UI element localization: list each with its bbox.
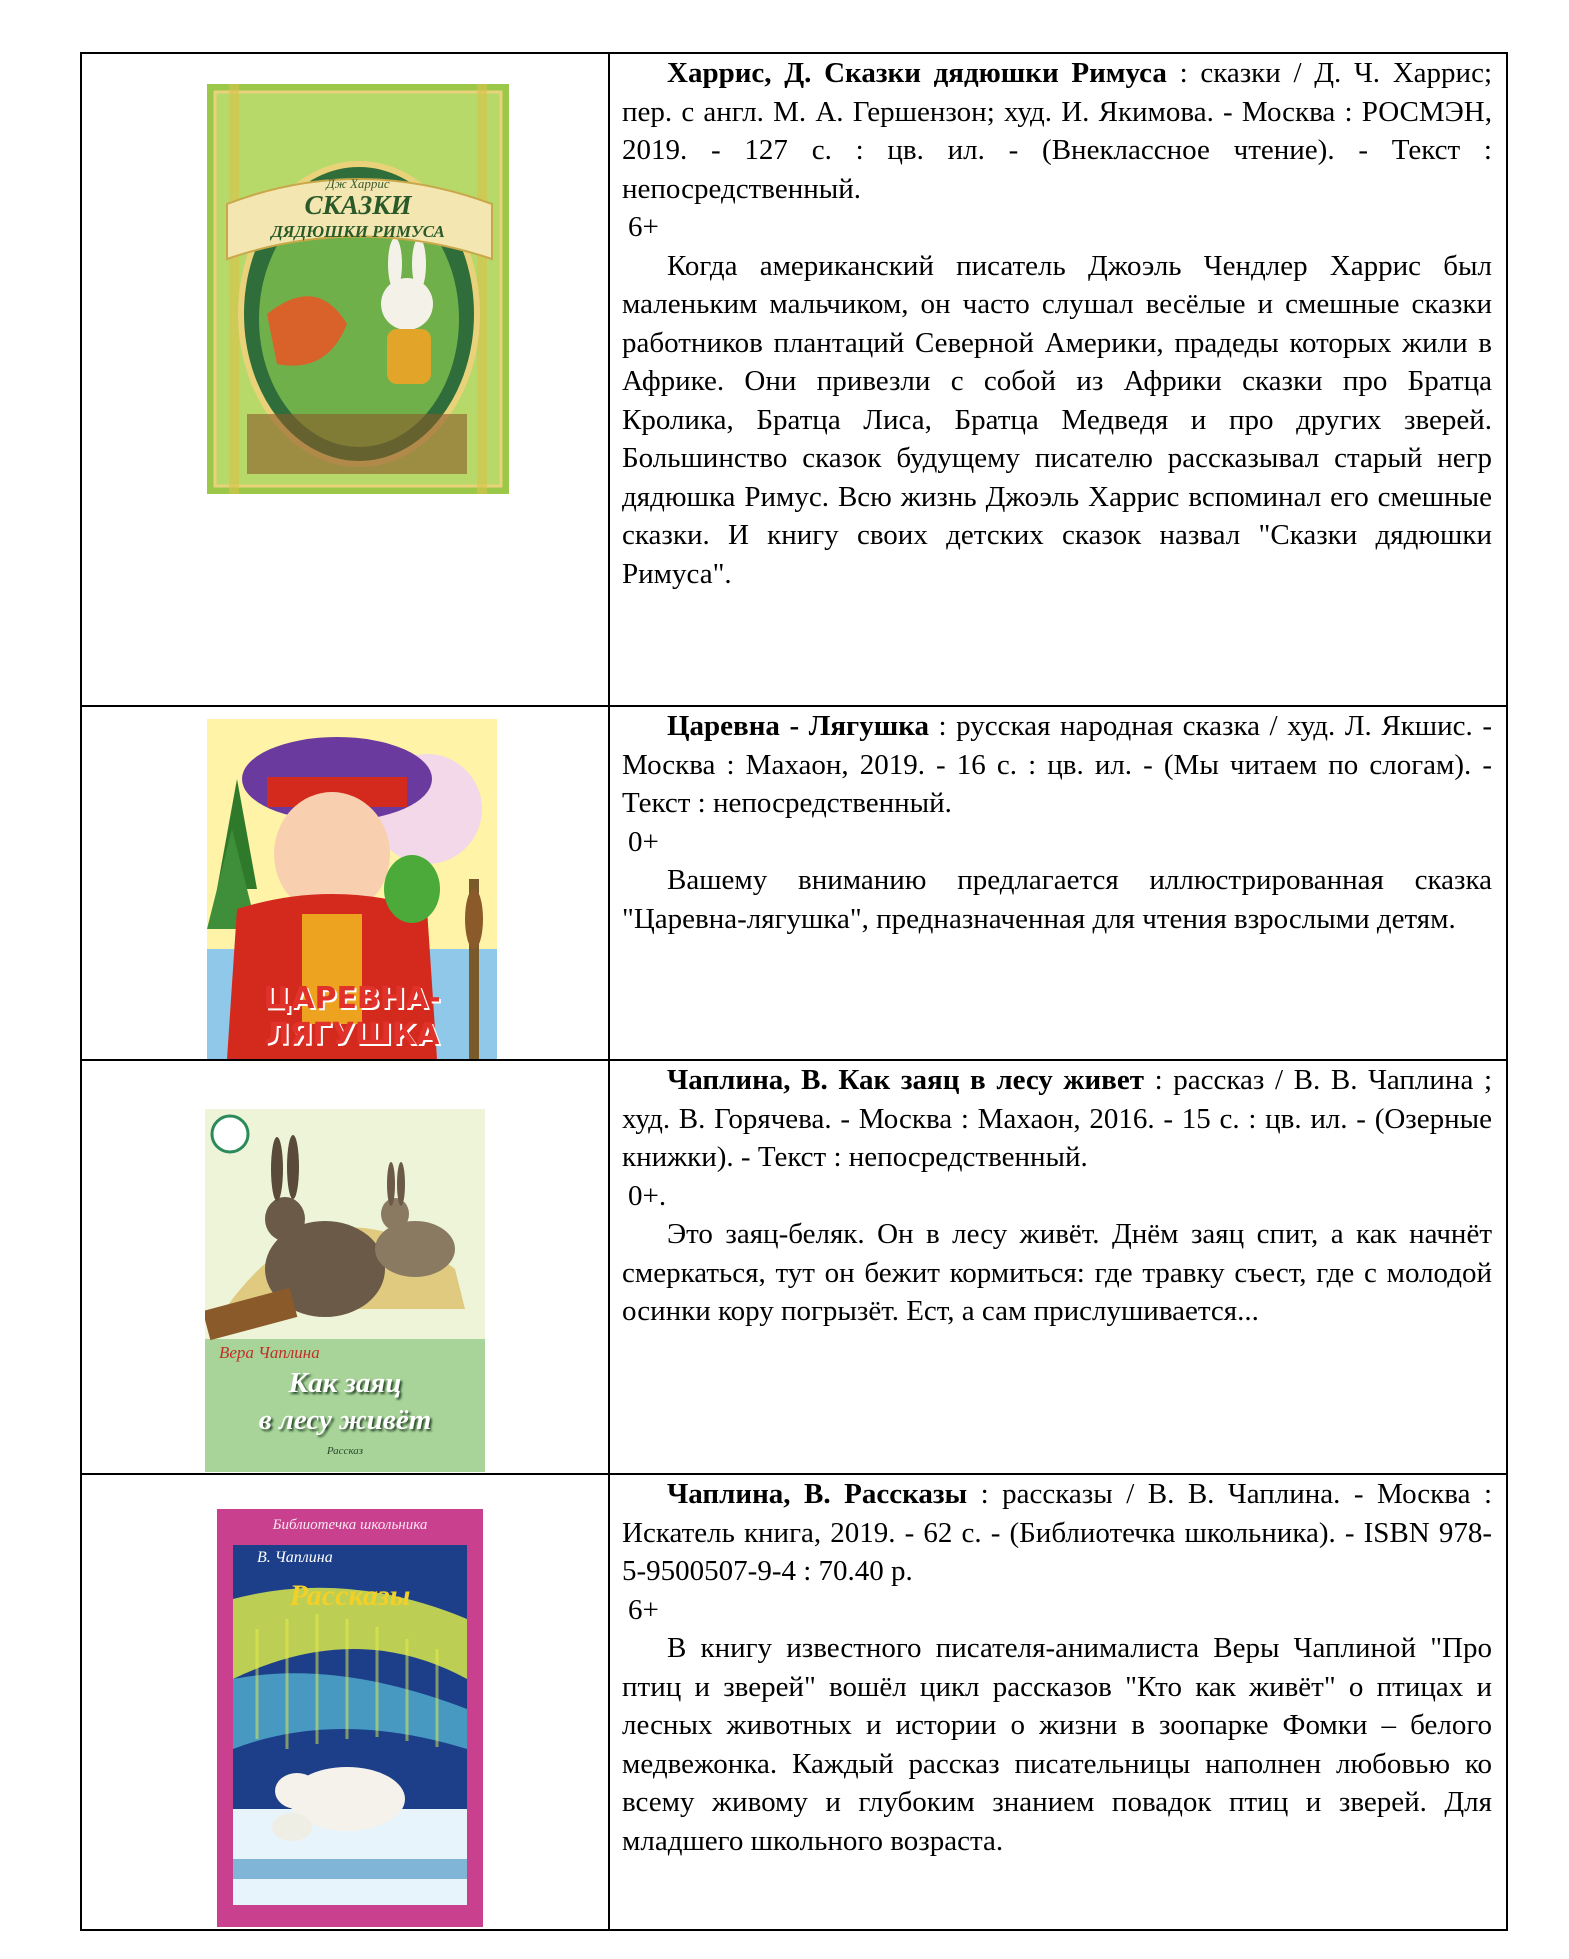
book-description: : сказки / Д. Ч. Харрис; пер. с англ. М. А. Гершензон; худ. И. Якимова. - Москва : РОСМЭН, 2019. - 127 с. : цв. ил. - (Внеклассное чтение). - Текст : непосредственный. (622, 57, 1492, 205)
cover-subtitle: Рассказ (326, 1445, 364, 1457)
cover-title: ДЯДЮШКИ РИМУСА (271, 222, 445, 241)
book-cover-image (207, 719, 497, 1059)
age-rating: 6+ (628, 1593, 659, 1626)
age-rating: 0+ (628, 825, 659, 858)
cover-title: СКАЗКИ (304, 190, 412, 220)
table-row (81, 706, 1507, 1060)
cover-series: Библиотечка школьника (272, 1517, 428, 1533)
cover-cell (81, 706, 609, 1060)
book-title: Чаплина, В. Рассказы (667, 1478, 968, 1510)
book-title: Харрис, Д. Сказки дядюшки Римуса (667, 57, 1167, 89)
cover-cell (81, 53, 609, 706)
age-rating: 0+. (628, 1179, 667, 1212)
description-cell (609, 1474, 1507, 1930)
book-cover-image (207, 84, 509, 494)
book-description: : рассказ / В. В. Чаплина ; худ. В. Горячева. - Москва : Махаон, 2016. - 15 с. : цв. ил. - (Озерные книжки). - Текст : непосредственный. (622, 1064, 1492, 1173)
bibliography-table (80, 52, 1508, 1931)
description-cell (609, 706, 1507, 1060)
cover-cell (81, 1474, 609, 1930)
table-row (81, 1060, 1507, 1474)
book-title: Чаплина, В. Как заяц в лесу живет (667, 1064, 1144, 1096)
cover-title: ЦАРЕВНА- (263, 981, 441, 1016)
book-description: : русская народная сказка / худ. Л. Якшис. - Москва : Махаон, 2019. - 16 с. : цв. ил. - (Мы читаем по слогам). - Текст : непосредственный. (622, 710, 1492, 819)
book-annotation: Это заяц-беляк. Он в лесу живёт. Днём заяц спит, а как начнёт смеркаться, тут он бежит кормиться: где травку съест, где с молодой осинки кору погрызёт. Ест, а сам прислушивается... (622, 1218, 1492, 1327)
table-row (81, 1474, 1507, 1930)
age-rating: 6+ (628, 211, 659, 243)
cover-author: Вера Чаплина (219, 1343, 320, 1362)
cover-author: Дж Харрис (326, 176, 390, 191)
cover-title: в лесу живёт (258, 1404, 432, 1436)
book-title: Царевна - Лягушка (667, 710, 929, 742)
book-cover-image (205, 1109, 485, 1472)
description-cell (609, 53, 1507, 706)
book-cover-image (217, 1509, 483, 1927)
table-row (81, 53, 1507, 706)
cover-author: В. Чаплина (257, 1549, 333, 1566)
book-annotation: В книгу известного писателя-анималиста Веры Чаплиной "Про птиц и зверей" вошёл цикл рассказов "Кто как живёт" о птицах и лесных животных и истории о жизни в зоопарке Фомки – белого медвежонка. Каждый рассказ писательницы наполнен любовью ко всему живому и глубоким знанием повадок птиц и зверей. Для младшего школьного возраста. (622, 1632, 1492, 1857)
cover-title: Как заяц (288, 1367, 402, 1399)
book-annotation: Когда американский писатель Джоэль Чендлер Харрис был маленьким мальчиком, он часто слушал весёлые и смешные сказки работников плантаций Северной Америки, прадеды которых жили в Африке. Они привезли с собой из Африки сказки про Братца Кролика, Братца Лиса, Братца Медведя и про других зверей. Большинство сказок будущему писателю рассказывал старый негр дядюшка Римус. Всю жизнь Джоэль Харрис вспоминал его смешные сказки. И книгу своих детских сказок назвал "Сказки дядюшки Римуса". (622, 249, 1492, 590)
cover-title: ЛЯГУШКА (264, 1017, 440, 1052)
book-description: : рассказы / В. В. Чаплина. - Москва : Искатель книга, 2019. - 62 с. - (Библиотечка школьника). - ISBN 978-5-9500507-9-4 : 70.40 р. (622, 1478, 1492, 1587)
cover-cell (81, 1060, 609, 1474)
book-annotation: Вашему вниманию предлагается иллюстрированная сказка "Царевна-лягушка", предназначенная для чтения взрослыми детям. (622, 864, 1492, 935)
cover-title: Рассказы (289, 1579, 411, 1612)
description-cell (609, 1060, 1507, 1474)
